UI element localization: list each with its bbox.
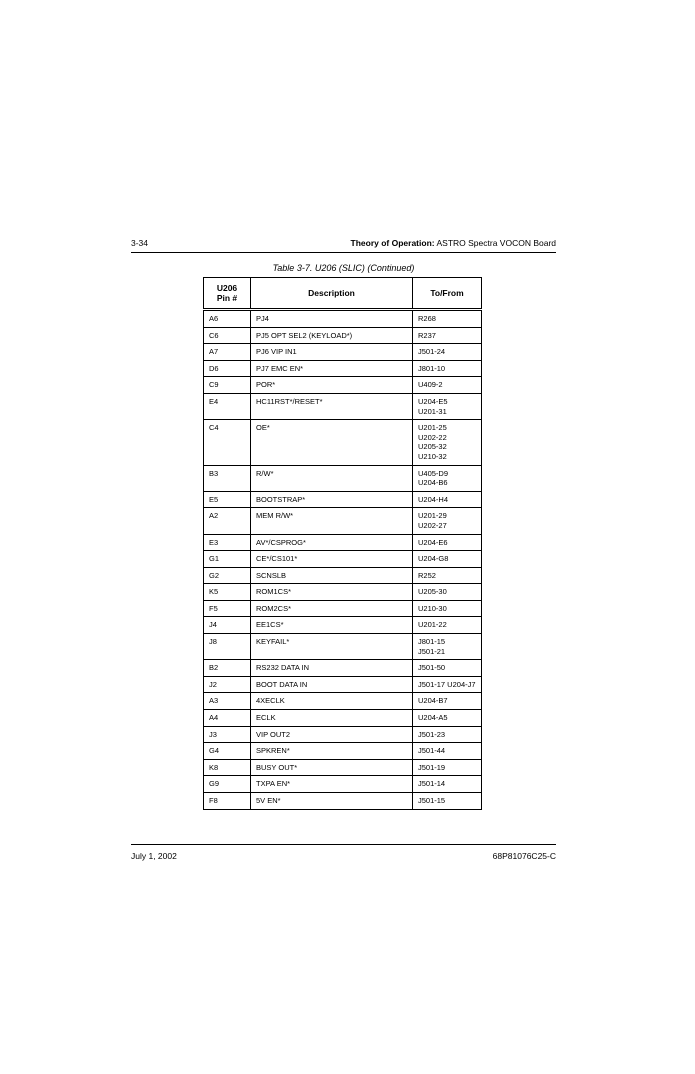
table-row: [204, 634, 482, 660]
cell-pin: C4: [204, 420, 251, 465]
table-row: [204, 508, 482, 534]
column-header-pin-text: U206 Pin #: [216, 283, 238, 303]
cell-to-from: U210-30: [413, 600, 482, 617]
table-row: [204, 600, 482, 617]
cell-to-from: J501-44: [413, 743, 482, 760]
footer-rule: [131, 844, 556, 845]
page-number: 3-34: [131, 238, 149, 248]
cell-pin: A4: [204, 710, 251, 727]
cell-pin: G1: [204, 551, 251, 568]
table-row: [204, 676, 482, 693]
cell-description: ECLK: [251, 710, 413, 727]
table-row: [204, 743, 482, 760]
column-header-description: Description: [251, 278, 413, 310]
cell-description: CE*/CS101*: [251, 551, 413, 568]
header-rule: [131, 252, 556, 253]
cell-to-from: J501-23: [413, 726, 482, 743]
table-row: [204, 793, 482, 810]
cell-pin: A3: [204, 693, 251, 710]
cell-pin: F8: [204, 793, 251, 810]
cell-to-from: U405-D9 U204-B6: [413, 465, 482, 491]
cell-to-from: U204-E5 U201-31: [413, 393, 482, 419]
cell-description: HC11RST*/RESET*: [251, 393, 413, 419]
section-title-rest: ASTRO Spectra VOCON Board: [434, 238, 556, 248]
table-row: [204, 534, 482, 551]
cell-to-from: R237: [413, 327, 482, 344]
table-row: [204, 584, 482, 601]
footer-date: July 1, 2002: [131, 851, 177, 861]
cell-description: BOOTSTRAP*: [251, 491, 413, 508]
table-row: [204, 551, 482, 568]
cell-description: TXPA EN*: [251, 776, 413, 793]
cell-pin: B2: [204, 660, 251, 677]
table-row: [204, 726, 482, 743]
cell-description: BOOT DATA IN: [251, 676, 413, 693]
cell-to-from: J501-19: [413, 759, 482, 776]
table-row: [204, 360, 482, 377]
cell-to-from: J501-17 U204-J7: [413, 676, 482, 693]
cell-to-from: J801-10: [413, 360, 482, 377]
cell-description: 5V EN*: [251, 793, 413, 810]
cell-pin: A6: [204, 310, 251, 328]
cell-to-from: J501-14: [413, 776, 482, 793]
cell-pin: G2: [204, 567, 251, 584]
cell-pin: E5: [204, 491, 251, 508]
table-row: [204, 660, 482, 677]
cell-to-from: J501-24: [413, 344, 482, 361]
table-row: [204, 344, 482, 361]
cell-description: PJ6 VIP IN1: [251, 344, 413, 361]
cell-to-from: R252: [413, 567, 482, 584]
cell-pin: J8: [204, 634, 251, 660]
cell-description: POR*: [251, 377, 413, 394]
cell-pin: A7: [204, 344, 251, 361]
cell-description: RS232 DATA IN: [251, 660, 413, 677]
table-row: [204, 327, 482, 344]
cell-description: EE1CS*: [251, 617, 413, 634]
table-header-row: [204, 278, 482, 310]
cell-description: SPKREN*: [251, 743, 413, 760]
table-row: [204, 567, 482, 584]
cell-pin: J3: [204, 726, 251, 743]
table-row: [204, 465, 482, 491]
table-row: [204, 710, 482, 727]
cell-pin: F5: [204, 600, 251, 617]
cell-pin: C6: [204, 327, 251, 344]
cell-to-from: U201-29 U202-27: [413, 508, 482, 534]
cell-to-from: U204-B7: [413, 693, 482, 710]
cell-to-from: J501-15: [413, 793, 482, 810]
table-row: [204, 759, 482, 776]
cell-pin: E3: [204, 534, 251, 551]
cell-pin: K8: [204, 759, 251, 776]
cell-description: KEYFAIL*: [251, 634, 413, 660]
cell-to-from: U204-A5: [413, 710, 482, 727]
table-body: [204, 310, 482, 810]
table-row: [204, 420, 482, 465]
cell-to-from: R268: [413, 310, 482, 328]
cell-pin: J4: [204, 617, 251, 634]
cell-description: MEM R/W*: [251, 508, 413, 534]
cell-description: 4XECLK: [251, 693, 413, 710]
table-caption: Table 3-7. U206 (SLIC) (Continued): [272, 263, 415, 273]
cell-to-from: U204-H4: [413, 491, 482, 508]
cell-description: SCNSLB: [251, 567, 413, 584]
column-header-pin: [204, 278, 251, 310]
cell-description: OE*: [251, 420, 413, 465]
cell-to-from: U201-22: [413, 617, 482, 634]
cell-pin: G4: [204, 743, 251, 760]
section-title-bold: Theory of Operation:: [350, 238, 435, 248]
cell-to-from: U204-G8: [413, 551, 482, 568]
cell-to-from: U201-25 U202-22 U205-32 U210-32: [413, 420, 482, 465]
section-title: [351, 238, 556, 248]
column-header-to-from: To/From: [413, 278, 482, 310]
cell-description: ROM2CS*: [251, 600, 413, 617]
cell-description: PJ7 EMC EN*: [251, 360, 413, 377]
table-row: [204, 491, 482, 508]
cell-description: AV*/CSPROG*: [251, 534, 413, 551]
cell-description: VIP OUT2: [251, 726, 413, 743]
cell-pin: C9: [204, 377, 251, 394]
table-container: [203, 277, 481, 810]
cell-pin: G9: [204, 776, 251, 793]
cell-to-from: U409-2: [413, 377, 482, 394]
table-row: [204, 617, 482, 634]
cell-pin: D6: [204, 360, 251, 377]
cell-description: PJ4: [251, 310, 413, 328]
pin-table: [203, 277, 482, 810]
cell-description: BUSY OUT*: [251, 759, 413, 776]
cell-to-from: U205-30: [413, 584, 482, 601]
table-row: [204, 776, 482, 793]
cell-to-from: U204-E6: [413, 534, 482, 551]
cell-to-from: J801-15 J501-21: [413, 634, 482, 660]
footer-doc-number: 68P81076C25-C: [492, 851, 556, 861]
cell-pin: J2: [204, 676, 251, 693]
table-row: [204, 693, 482, 710]
table-row: [204, 310, 482, 328]
table-row: [204, 377, 482, 394]
cell-pin: K5: [204, 584, 251, 601]
table-row: [204, 393, 482, 419]
cell-description: ROM1CS*: [251, 584, 413, 601]
cell-to-from: J501-50: [413, 660, 482, 677]
cell-pin: E4: [204, 393, 251, 419]
cell-pin: B3: [204, 465, 251, 491]
cell-description: R/W*: [251, 465, 413, 491]
cell-description: PJ5 OPT SEL2 (KEYLOAD*): [251, 327, 413, 344]
cell-pin: A2: [204, 508, 251, 534]
